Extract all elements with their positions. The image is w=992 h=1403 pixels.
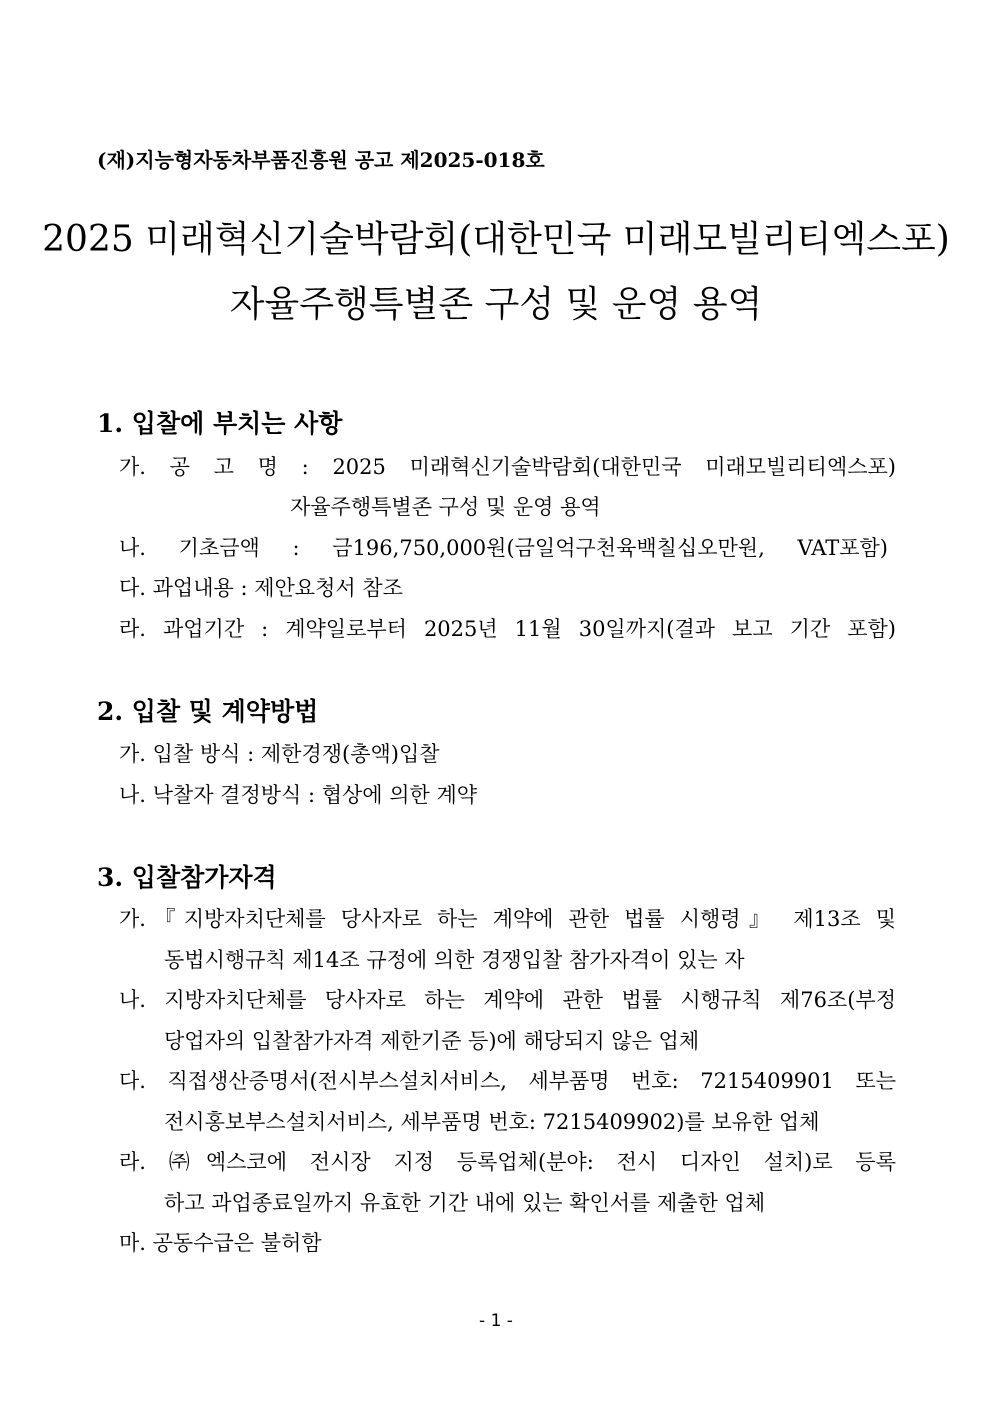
section-1-heading: 1. 입찰에 부치는 사항: [97, 409, 343, 438]
notice-number: (재)지능형자동차부품진흥원 공고 제2025-018호: [97, 148, 545, 172]
section-3-item-ra: 라. ㈜엑스코에 전시장 지정 등록업체(분야: 전시 디자인 설치)로 등록: [119, 1150, 896, 1174]
section-1-item-na: 나. 기초금액 : 금196,750,000원(금일억구천육백칠십오만원, VAT포함): [119, 536, 888, 560]
section-1-item-ra: 라. 과업기간 : 계약일로부터 2025년 11월 30일까지(결과 보고 기간 포함): [119, 617, 896, 641]
section-1-item-ga: 가. 공 고 명 : 2025 미래혁신기술박람회(대한민국 미래모빌리티엑스포): [119, 455, 896, 479]
document-title-line-1: 2025 미래혁신기술박람회(대한민국 미래모빌리티엑스포): [42, 219, 950, 260]
section-3-item-ra-continued: 하고 과업종료일까지 유효한 기간 내에 있는 확인서를 제출한 업체: [164, 1191, 766, 1215]
section-3-item-ga-continued: 동법시행규칙 제14조 규정에 의한 경쟁입찰 참가자격이 있는 자: [164, 948, 745, 972]
document-title-line-2: 자율주행특별존 구성 및 운영 용역: [229, 284, 763, 325]
section-3-item-na: 나. 지방자치단체를 당사자로 하는 계약에 관한 법률 시행규칙 제76조(부정: [119, 988, 896, 1012]
section-2-heading: 2. 입찰 및 계약방법: [97, 697, 319, 726]
section-2-item-ga: 가. 입찰 방식 : 제한경쟁(총액)입찰: [119, 742, 440, 766]
section-3-item-ma: 마. 공동수급은 불허함: [119, 1231, 322, 1255]
section-1-item-da: 다. 과업내용 : 제안요청서 참조: [119, 576, 403, 600]
section-3-item-ga: 가.『지방자치단체를 당사자로 하는 계약에 관한 법률 시행령』 제13조 및: [119, 907, 896, 931]
page-number: - 1 -: [479, 1311, 513, 1331]
section-3-item-na-continued: 당업자의 입찰참가자격 제한기준 등)에 해당되지 않은 업체: [164, 1029, 700, 1053]
section-3-item-da: 다. 직접생산증명서(전시부스설치서비스, 세부품명 번호: 7215409901 또는: [119, 1069, 896, 1093]
section-1-item-ga-continued: 자율주행특별존 구성 및 운영 용역: [290, 495, 601, 519]
section-3-item-da-continued: 전시홍보부스설치서비스, 세부품명 번호: 7215409902)를 보유한 업체: [164, 1110, 820, 1134]
section-2-item-na: 나. 낙찰자 결정방식 : 협상에 의한 계약: [119, 783, 478, 807]
section-3-heading: 3. 입찰참가자격: [97, 863, 277, 892]
